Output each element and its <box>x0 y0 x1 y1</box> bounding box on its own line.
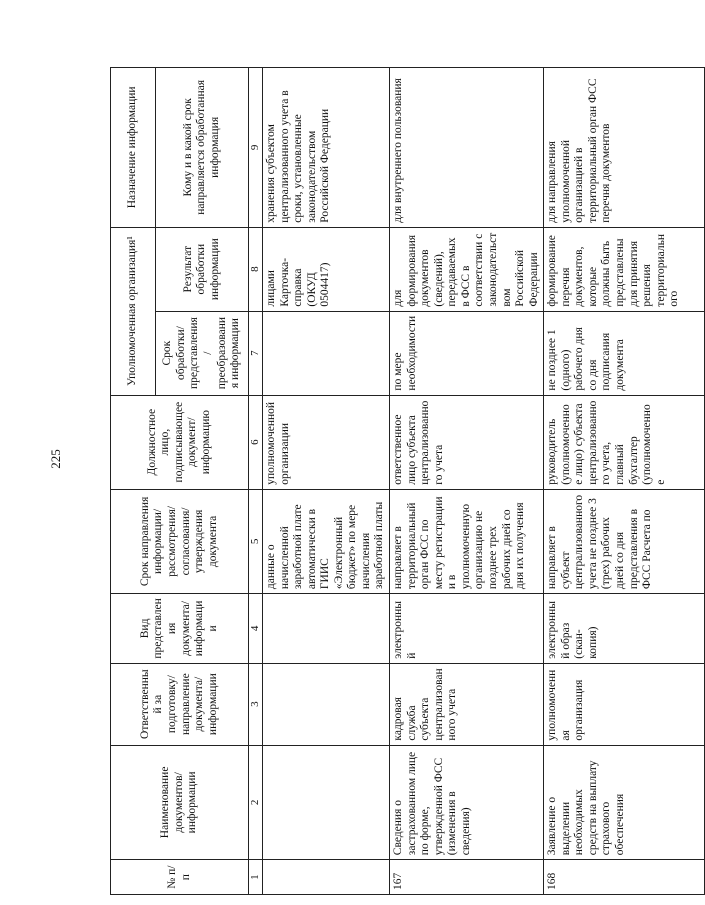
cell-result: формирование перечня документов, которые должны быть представлены для принятия решения территориального <box>544 227 705 311</box>
header-col-form: Вид представления документа/ информации <box>111 594 249 664</box>
table-row <box>262 68 389 895</box>
header-col-signer: Должностное лицо, подписывающее документ/ информацию <box>111 395 249 489</box>
cell-recipient: хранения субъектом централизованного учета в сроки, установленные законодательством Российской Федерации <box>262 68 389 228</box>
cell-signer: руководитель (уполномоченное лицо) субъекта централизованного учета, главный бухгалтер (уполномоченное <box>544 395 705 489</box>
column-number: 7 <box>249 311 263 395</box>
cell-form <box>262 594 389 664</box>
cell-processing-term: не позднее 1 (одного) рабочего дня со дня подписания документа <box>544 311 705 395</box>
column-number: 4 <box>249 594 263 664</box>
cell-responsible: кадровая служба субъекта централизованного учета <box>390 663 544 745</box>
cell-num: 167 <box>390 860 544 895</box>
cell-processing-term <box>262 311 389 395</box>
column-number: 8 <box>249 227 263 311</box>
cell-responsible: уполномоченная организация <box>544 663 705 745</box>
cell-name: Заявление о выделении необходимых средств на выплату страхового обеспечения <box>544 745 705 860</box>
cell-deadline: данные о начисленной заработной плате автоматически в ГИИС «Электронный бюджет» по мере начисления заработной платы <box>262 489 389 593</box>
table-row <box>544 68 705 895</box>
header-col-responsible: Ответственный за подготовку/ направление документа/ информации <box>111 663 249 745</box>
rotated-page-content <box>110 60 681 905</box>
cell-result: лицами Карточка-справка (ОКУД 0504417) <box>262 227 389 311</box>
cell-recipient: для направления уполномоченной организацией в территориальный орган ФСС перечня документов <box>544 68 705 228</box>
column-number: 2 <box>249 745 263 860</box>
cell-num: 168 <box>544 860 705 895</box>
column-number: 9 <box>249 68 263 228</box>
cell-result: для формирования документов (сведений), передаваемых в ФСС в соответствии с законодательством Российской Федерации <box>390 227 544 311</box>
header-group-organization: Уполномоченная организация¹ <box>111 227 156 395</box>
header-col-name: Наименование документов/ информации <box>111 745 249 860</box>
cell-deadline: направляет в субъект централизованного учета не позднее 3 (трех) рабочих дней со дня представления в ФСС Расчета по <box>544 489 705 593</box>
cell-deadline: направляет в территориальный орган ФСС по месту регистрации и в уполномоченную организацию не позднее трех рабочих дней со дня их получения <box>390 489 544 593</box>
page-number: 225 <box>48 449 63 469</box>
cell-signer: уполномоченной организации <box>262 395 389 489</box>
cell-name <box>262 745 389 860</box>
header-col-processing-term: Срок обработки/ представления/ преобразования информации <box>156 311 249 395</box>
cell-responsible <box>262 663 389 745</box>
header-col-recipient: Кому и в какой срок направляется обработанная информация <box>156 68 249 228</box>
column-number: 5 <box>249 489 263 593</box>
cell-form: электронный образ (скан-копия) <box>544 594 705 664</box>
header-col-deadline: Срок направления информации/ рассмотрения/ согласования/ утверждения документа <box>111 489 249 593</box>
table-row <box>390 68 544 895</box>
cell-signer: ответственное лицо субъекта централизованного учета <box>390 395 544 489</box>
column-number: 6 <box>249 395 263 489</box>
column-number: 3 <box>249 663 263 745</box>
cell-recipient: для внутреннего пользования <box>390 68 544 228</box>
table-header-row <box>111 68 156 895</box>
column-number: 1 <box>249 860 263 895</box>
column-numbers-row <box>249 68 263 895</box>
header-group-purpose: Назначение информации <box>111 68 156 228</box>
document-table <box>110 67 705 895</box>
cell-num <box>262 860 389 895</box>
cell-processing-term: по мере необходимости <box>390 311 544 395</box>
cell-name: Сведения о застрахованном лице по форме, утвержденной ФСС (изменения в сведения) <box>390 745 544 860</box>
header-col-number: № п/п <box>111 860 249 895</box>
header-col-result: Результат обработки информации <box>156 227 249 311</box>
cell-form: электронный <box>390 594 544 664</box>
